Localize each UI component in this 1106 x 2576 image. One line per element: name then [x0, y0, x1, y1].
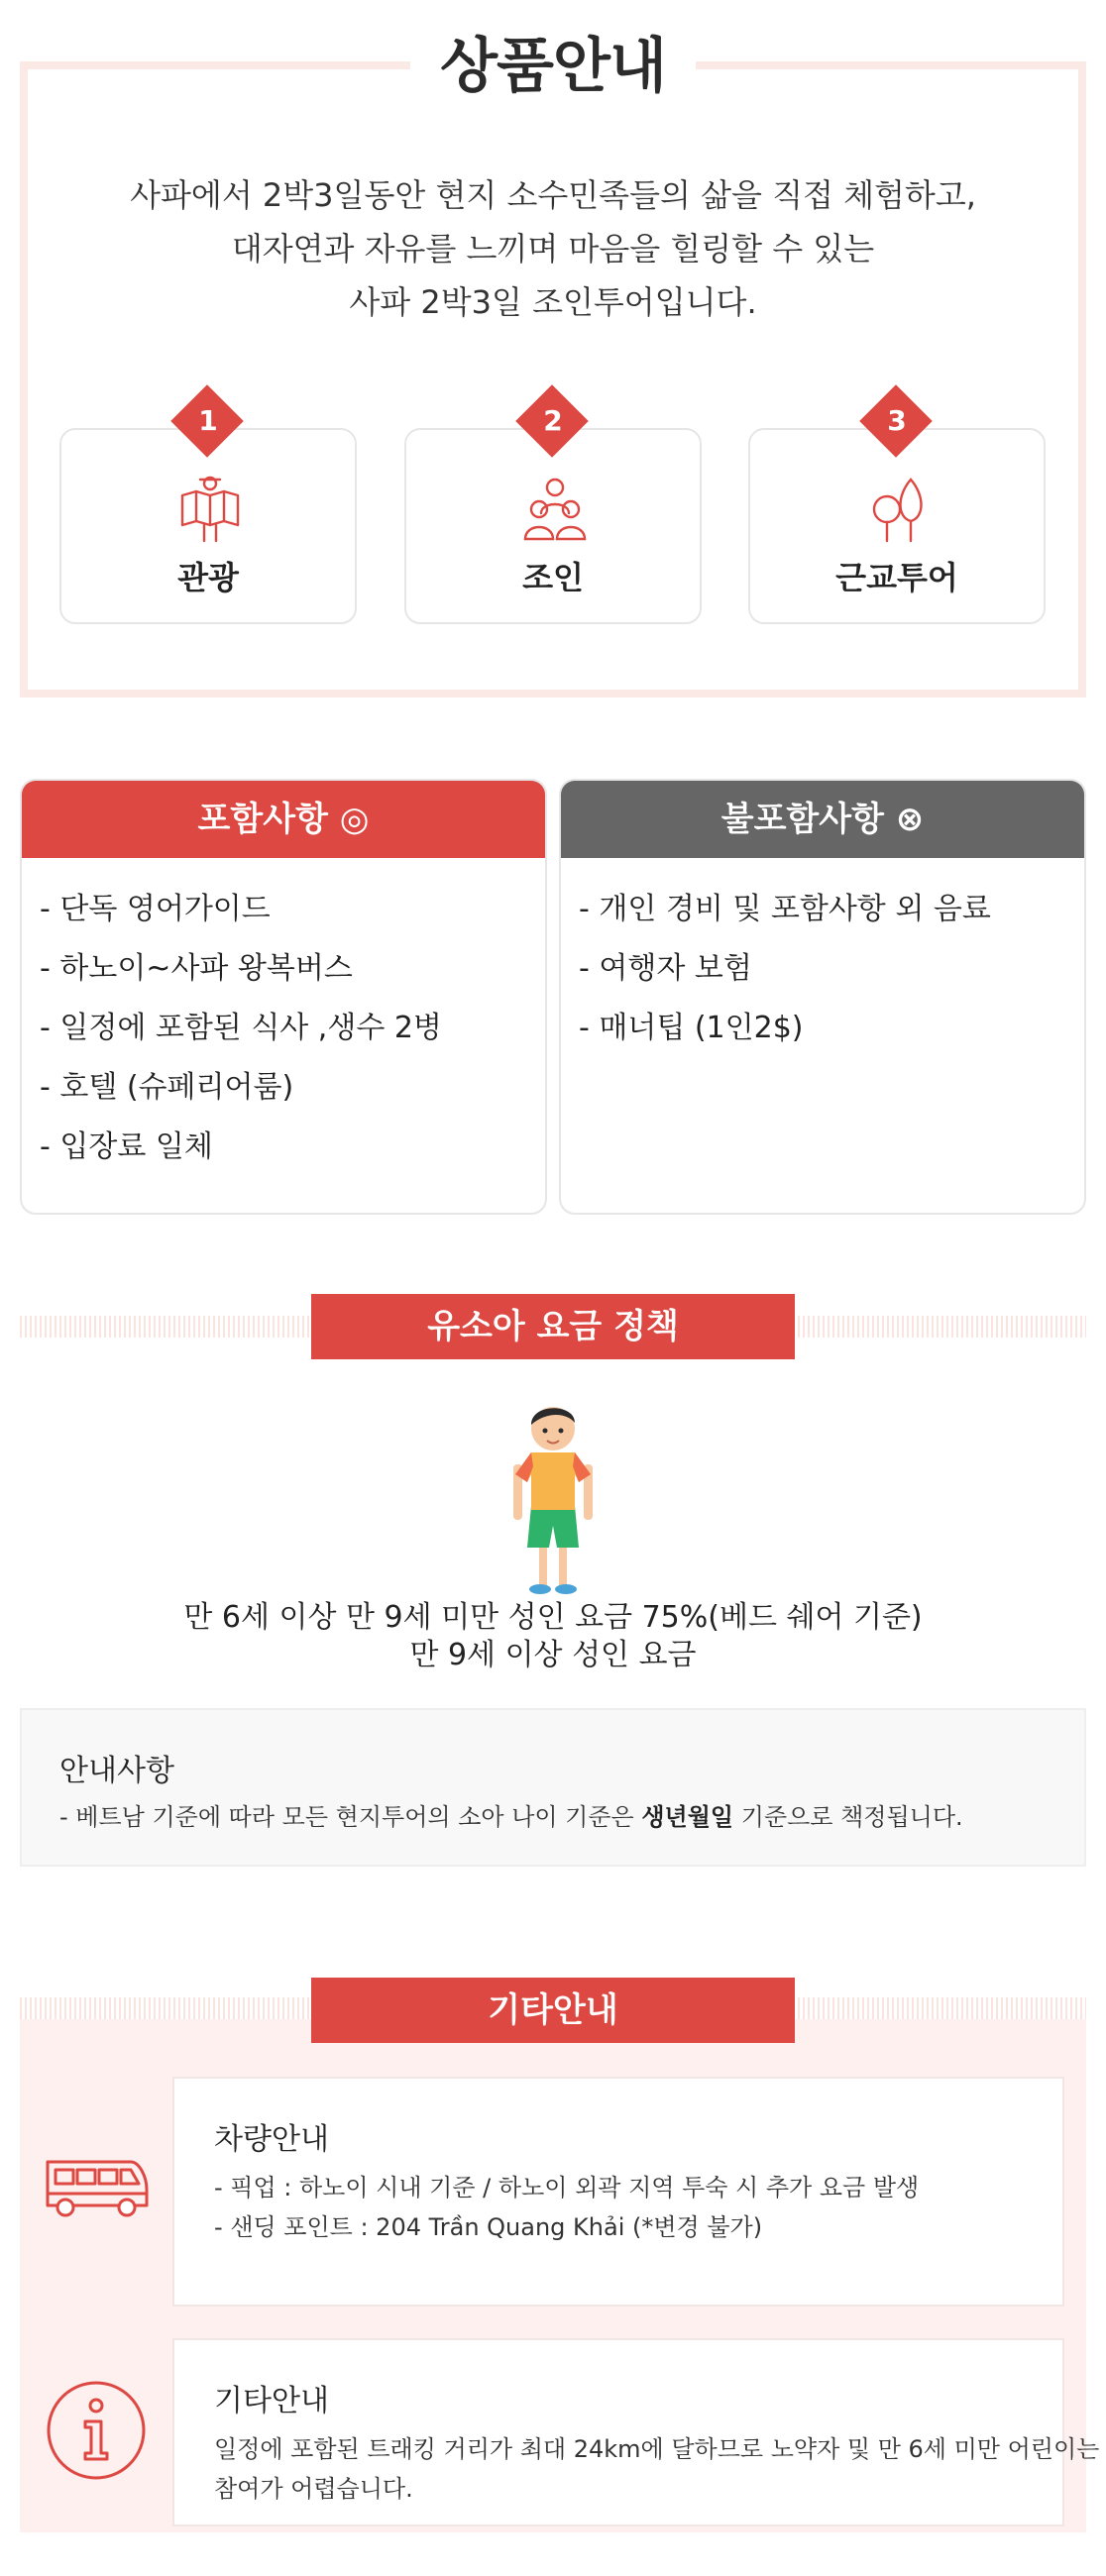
feature-card-sightseeing: [59, 404, 357, 624]
notice-text-prefix: - 베트남 기준에 따라 모든 현지투어의 소아 나이 기준은: [59, 1803, 642, 1831]
feature-label: 조인: [522, 559, 584, 596]
included-header: 포함사항 ◎: [22, 781, 545, 858]
feature-number: 2: [543, 404, 563, 437]
intro-line: 사파에서 2박3일동안 현지 소수민족들의 삶을 직접 체험하고,: [130, 176, 976, 214]
list-item: - 입장료 일체: [40, 1129, 213, 1164]
list-item: - 여행자 보험: [579, 951, 752, 986]
notice-box: [20, 1708, 1086, 1867]
notice-text: [59, 1797, 963, 1832]
other-info-line: 참여가 어렵습니다.: [214, 2475, 413, 2503]
child-policy-title: 유소아 요금 정책: [311, 1294, 795, 1359]
included-list: [22, 858, 545, 1177]
sightseeing-map-person-icon: [178, 474, 242, 543]
list-item: - 개인 경비 및 포함사항 외 음료: [579, 892, 991, 926]
etc-title: 기타안내: [311, 1978, 795, 2043]
feature-card-suburb-tour: [748, 404, 1046, 624]
excluded-panel: [559, 779, 1086, 1215]
child-rule-line: 만 9세 이상 성인 요금: [409, 1638, 697, 1672]
other-info-card: [172, 2338, 1100, 2526]
group-people-icon: [523, 474, 587, 543]
feature-card-join: [404, 404, 702, 624]
feature-label: 근교투어: [835, 559, 958, 596]
list-item: - 하노이~사파 왕복버스: [40, 951, 353, 986]
vehicle-info-title: 차량안내: [214, 2122, 329, 2157]
vehicle-info-card: [172, 2077, 1064, 2307]
included-panel: [20, 779, 547, 1215]
feature-number: 3: [887, 404, 907, 437]
list-item: - 일정에 포함된 식사 ,생수 2병: [40, 1011, 442, 1045]
other-info-title: 기타안내: [214, 2384, 329, 2418]
feature-number: 1: [198, 404, 218, 437]
other-info-line: 일정에 포함된 트래킹 거리가 최대 24km에 달하므로 노약자 및 만 6세 미만 어린이는: [214, 2435, 1100, 2463]
child-price-rules: [0, 1599, 1106, 1674]
intro-title: 상품안내: [410, 22, 696, 111]
child-rule-line: 만 6세 이상 만 9세 미만 성인 요금 75%(베드 쉐어 기준): [183, 1600, 923, 1635]
vehicle-info-line: - 샌딩 포인트 : 204 Trần Quang Khải (*변경 불가): [214, 2213, 763, 2241]
list-item: - 단독 영어가이드: [40, 892, 271, 926]
feature-label: 관광: [177, 559, 239, 596]
excluded-list: [561, 858, 1084, 1058]
intro-description: [0, 168, 1106, 329]
notice-text-bold: 생년월일: [641, 1803, 734, 1831]
intro-line: 사파 2박3일 조인투어입니다.: [349, 283, 757, 321]
notice-text-suffix: 기준으로 책정됩니다.: [733, 1803, 963, 1831]
notice-title: 안내사항: [59, 1754, 174, 1788]
trees-icon: [867, 474, 931, 543]
vehicle-info-line: - 픽업 : 하노이 시내 기준 / 하노이 외곽 지역 투숙 시 추가 요금 발생: [214, 2174, 920, 2201]
bus-icon: [44, 2156, 151, 2219]
child-illustration: [507, 1395, 599, 1601]
intro-title-wrap: [0, 22, 1106, 111]
excluded-header: 불포함사항 ⊗: [561, 781, 1084, 858]
intro-line: 대자연과 자유를 느끼며 마음을 힐링할 수 있는: [231, 230, 875, 268]
list-item: - 호텔 (슈페리어룸): [40, 1070, 294, 1105]
list-item: - 매너팁 (1인2$): [579, 1011, 804, 1045]
info-icon: [46, 2380, 147, 2481]
